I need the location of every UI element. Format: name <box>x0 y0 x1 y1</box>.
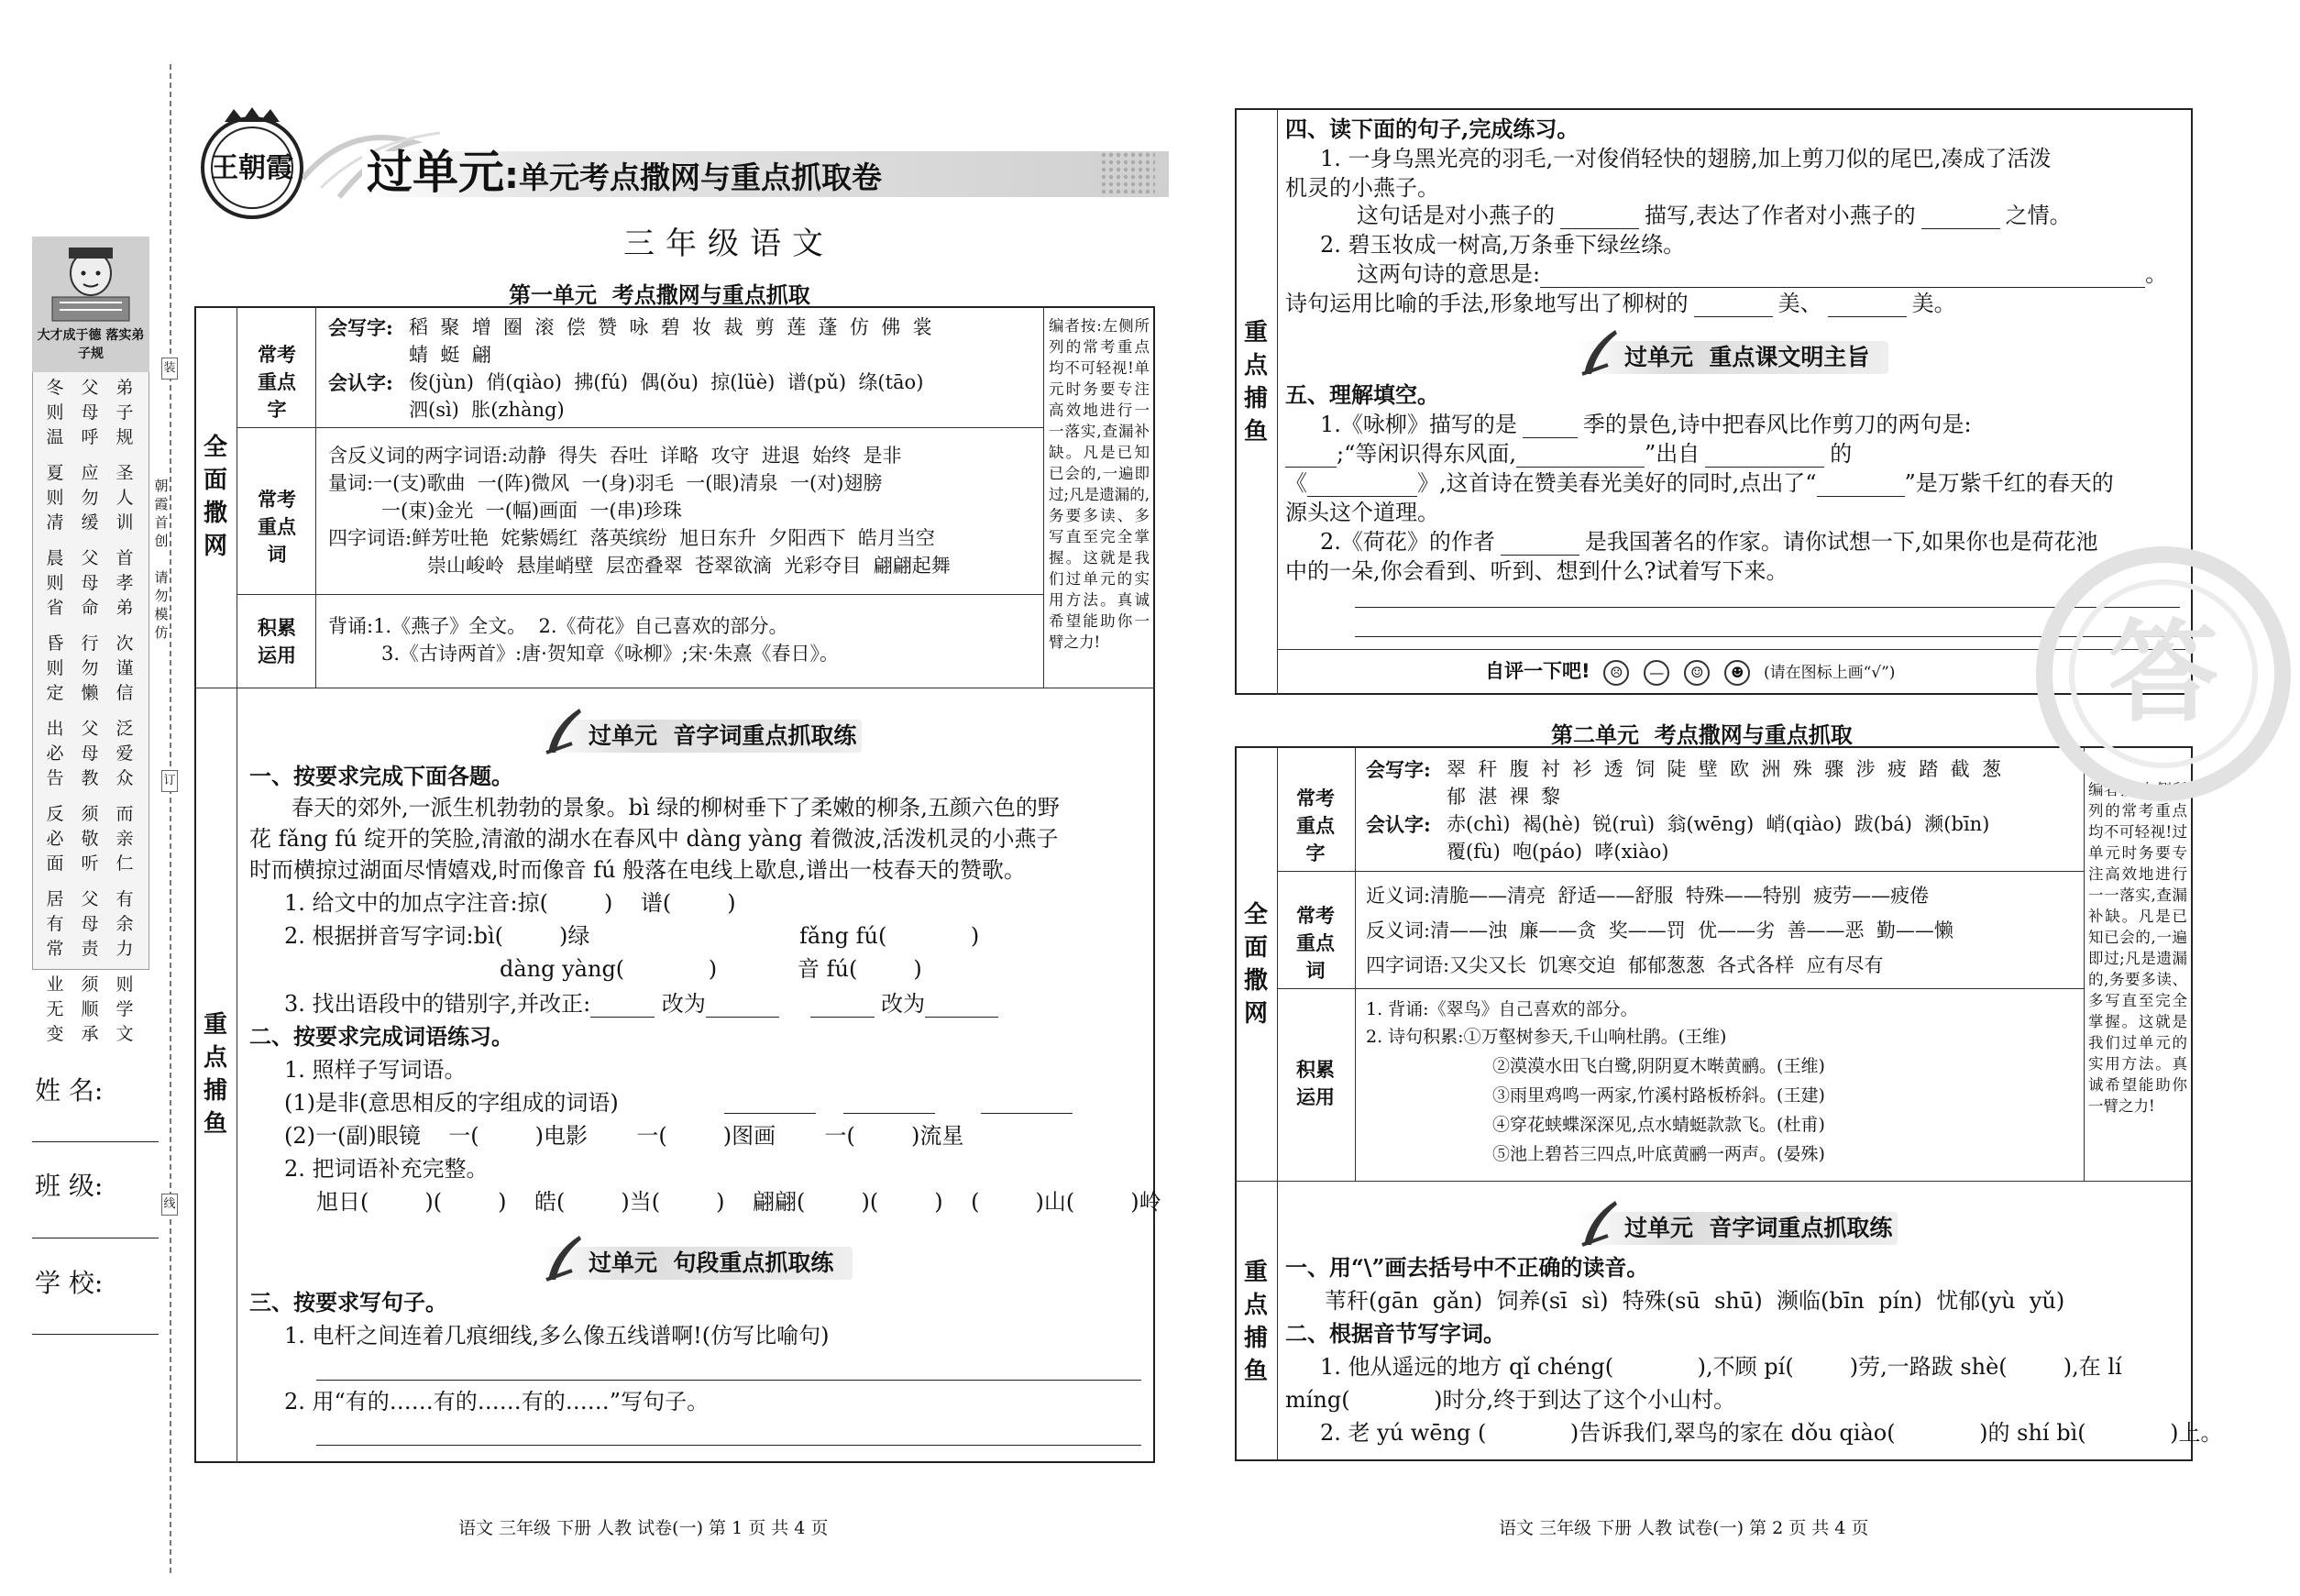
rule-phrase: 父 母 责 <box>81 889 99 959</box>
sub-question: 这两句诗的意思是: 。 <box>1357 261 2168 287</box>
sub-question: 2. 老 yú wēng ( )告诉我们,翠鸟的家在 dǒu qiào( )的 shí bì( )上。 <box>1320 1420 2223 1446</box>
sub-question: 《 》,这首诗在赞美春光美好的同时,点出了“ ”是万紫千红的春天的 <box>1285 470 2114 496</box>
row-label: 常考重点词 <box>1296 904 1335 982</box>
sub-question: 音 fú( ) <box>798 956 922 982</box>
recite-items: 背诵:1.《燕子》全文。 2.《荷花》自己喜欢的部分。 <box>328 615 788 637</box>
read-chars: 赤(chì) 褐(hè) 锐(ruì) 翁(wēng) 峭(qiào) 跋(bá) 濒(bīn) <box>1447 813 1990 835</box>
write-chars: 翠 秆 腹 衬 衫 透 饲 陡 壁 欧 洲 殊 骤 涉 疲 踏 截 葱 <box>1447 758 2001 780</box>
laugh-face-icon[interactable]: ☻ <box>1724 660 1750 686</box>
sub-question: 2.《荷花》的作者 是我国著名的作家。请你试想一下,如果你也是荷花池 <box>1320 529 2098 555</box>
page-footer: 语文 三年级 下册 人教 试卷(一) 第 2 页 共 4 页 <box>1499 1518 1869 1538</box>
sub-question: 2. 根据拼音写字词:bì( )绿 <box>284 923 590 949</box>
passage-line: 春天的郊外,一派生机勃勃的景象。bì 绿的柳树垂下了柔嫩的柳条,五颜六色的野 <box>292 795 1060 820</box>
field-label: 会认字: <box>328 371 393 394</box>
accumulation-item: ②漠漠水田飞白鹭,阴阴夏木啭黄鹂。(王维) <box>1492 1056 1825 1076</box>
sub-question: 中的一朵,你会看到、听到、想到什么?试着写下来。 <box>1285 558 1788 584</box>
write-chars: 蜻 蜓 翩 <box>409 344 491 366</box>
rule-phrase: 晨 则 省 <box>46 548 64 618</box>
sub-question: fǎng fú( ) <box>799 923 980 949</box>
answer-blank[interactable] <box>1540 287 2145 288</box>
rule-phrase: 泛 爱 众 <box>116 719 134 788</box>
title-dots <box>1100 151 1155 197</box>
answer-blank[interactable] <box>1516 467 1645 468</box>
question-title: 三、按要求写句子。 <box>249 1289 447 1315</box>
answer-blank[interactable] <box>981 1113 1073 1114</box>
rule-phrase: 冬 则 温 <box>46 378 64 447</box>
rule-phrase: 须 敬 听 <box>81 804 99 874</box>
rule-phrase: 业 无 变 <box>46 974 64 1044</box>
rule-phrase: 父 母 呼 <box>81 378 99 447</box>
rule-phrase: 弟 子 规 <box>116 378 134 447</box>
section-banner: 过单元 重点课文明主旨 <box>1577 341 1888 374</box>
page-footer: 语文 三年级 下册 人教 试卷(一) 第 1 页 共 4 页 <box>458 1518 829 1538</box>
write-chars: 稻 聚 增 圈 滚 偿 赞 咏 碧 妆 裁 剪 莲 蓬 仿 佛 裳 <box>409 316 932 338</box>
question-title: 二、根据音节写字词。 <box>1285 1320 1505 1347</box>
sub-question: (1)是非(意思相反的字组成的词语) <box>284 1090 619 1116</box>
answer-blank[interactable] <box>1705 467 1824 468</box>
answer-blank[interactable] <box>706 1017 779 1018</box>
sub-question: 诗句运用比喻的手法,形象地写出了柳树的 美、 美。 <box>1285 291 1956 316</box>
section-banner: 过单元 句段重点抓取练 <box>541 1247 853 1280</box>
sub-question: 1. 电杆之间连着几痕细线,多么像五线谱啊!(仿写比喻句) <box>284 1323 830 1348</box>
accumulation-item: ④穿花蛱蝶深深见,点水蜻蜓款款飞。(杜甫) <box>1492 1115 1825 1135</box>
field-label: 会认字: <box>1366 813 1431 836</box>
question-title: 四、读下面的句子,完成练习。 <box>1285 116 1579 142</box>
field-label: 会写字: <box>328 316 393 339</box>
sub-question: ;“等闲识得东风面, ”出自 的 <box>1285 440 1852 468</box>
sub-question: (2)一(副)眼镜 一( )电影 一( )图画 一( )流星 <box>284 1123 964 1149</box>
sub-question: 3. 找出语段中的错别字,并改正: 改为 改为 <box>284 990 998 1018</box>
sub-question: 旭日( )( ) 皓( )当( ) 翩翩( )( ) ( )山( )岭 <box>316 1189 1161 1215</box>
accumulation-item: ⑤池上碧苔三四点,叶底黄鹂一两声。(晏殊) <box>1492 1144 1825 1164</box>
answer-blank[interactable] <box>1560 228 1639 229</box>
rule-column <box>81 376 99 1058</box>
sub-question: 2. 用“有的……有的……有的……”写句子。 <box>284 1389 710 1414</box>
title-colon: : <box>504 155 519 197</box>
section-label: 重点捕鱼 <box>203 1011 227 1138</box>
main-title <box>367 147 882 206</box>
rules-text <box>37 376 145 1044</box>
answer-blank[interactable] <box>1921 228 2000 229</box>
brush-icon <box>1580 328 1619 376</box>
measure-words: 量词:一(支)歌曲 一(阵)微风 一(身)羽毛 一(眼)清泉 一(对)翅膀 <box>328 472 883 494</box>
rule-phrase: 须 顺 承 <box>81 974 99 1044</box>
writing-line[interactable] <box>316 1380 1141 1381</box>
rule-phrase: 夏 则 凊 <box>46 463 64 533</box>
binding-tab: 订 <box>161 770 178 792</box>
neutral-face-icon[interactable]: — <box>1644 660 1669 686</box>
answer-blank[interactable] <box>1694 316 1773 317</box>
answer-blank[interactable] <box>1501 555 1579 556</box>
sub-question: 2. 碧玉妆成一树高,万条垂下绿丝绦。 <box>1320 232 1686 258</box>
answer-blank[interactable] <box>843 1113 935 1114</box>
binding-tab: 装 <box>161 358 178 380</box>
accumulation-item: 2. 诗句积累:①万壑树参天,千山响杜鹃。(王维) <box>1366 1027 1727 1047</box>
rule-column <box>46 376 64 1058</box>
row-label: 常考重点字 <box>1296 787 1335 864</box>
row-label: 常考重点字 <box>258 343 296 421</box>
title-main: 过单元 <box>367 146 504 199</box>
watermark-stamp <box>2030 541 2296 807</box>
question-title: 一、按要求完成下面各题。 <box>249 763 513 789</box>
rule-phrase: 昏 则 定 <box>46 633 64 703</box>
sub-question: míng( )时分,终于到达了这个小山村。 <box>1285 1387 1736 1413</box>
rule-phrase: 次 谨 信 <box>116 633 134 703</box>
sub-question: 这句话是对小燕子的 描写,表达了作者对小燕子的 之情。 <box>1357 203 2072 228</box>
synonym-words: 近义词:清脆——清亮 舒适——舒服 特殊——特别 疲劳——疲倦 <box>1366 885 1930 907</box>
question-title: 一、用“\”画去括号中不正确的读音。 <box>1285 1254 1649 1281</box>
rule-phrase: 首 孝 弟 <box>116 548 134 618</box>
question-title: 二、按要求完成词语练习。 <box>249 1023 513 1050</box>
antonym-words: 含反义词的两字词语:动静 得失 吞吐 详略 攻守 进退 始终 是非 <box>328 445 902 467</box>
binding-line <box>170 64 171 1573</box>
school-label: 学 校: <box>35 1268 104 1298</box>
answer-blank[interactable] <box>1523 437 1578 438</box>
answer-blank[interactable] <box>1307 496 1417 497</box>
section-label: 全面撒网 <box>1243 901 1268 1028</box>
name-label: 姓 名: <box>35 1075 104 1106</box>
recite-items: 3.《古诗两首》:唐·贺知章《咏柳》;宋·朱熹《春日》。 <box>381 643 840 665</box>
passage-line: 时而横掠过湖面尽情嬉戏,时而像音 fú 般落在电线上歇息,谱出一枝春天的赞歌。 <box>249 857 1026 883</box>
idioms: 崇山峻岭 悬崖峭壁 层峦叠翠 苍翠欲滴 光彩夺目 翩翩起舞 <box>427 555 951 577</box>
sub-question: 源头这个道理。 <box>1285 500 1439 525</box>
sub-question: dàng yàng( ) <box>500 956 718 982</box>
svg-text:答: 答 <box>2108 608 2218 737</box>
answer-blank[interactable] <box>1828 316 1907 317</box>
editor-note: 编者按:左侧所列的常考重点均不可轻视!过单元时务要专注高效地进行一一落实,查漏补缺。凡是已知已会的,一遍即过;凡是遗漏的,务要多读、多写直至完全掌握。这就是我们过单元的实用方法。真诚希望能助你一臂之力! <box>2088 781 2187 1115</box>
row-label: 积累运用 <box>1296 1058 1335 1108</box>
smile-face-icon[interactable]: ☺ <box>1684 660 1710 686</box>
passage-line: 花 fǎng fú 绽开的笑脸,清澈的湖水在春风中 dàng yàng 着微波,活泼机灵的小燕子 <box>249 826 1059 852</box>
read-chars: 泗(sì) 胀(zhàng) <box>409 399 565 421</box>
sub-question: 1.《咏柳》描写的是 季的景色,诗中把春风比作剪刀的两句是: <box>1320 412 1972 437</box>
vertical-note: 朝霞首创 <box>154 478 169 549</box>
read-chars: 俊(jùn) 俏(qiào) 拂(fú) 偶(ǒu) 掠(lüè) 谱(pǔ) 绦(tāo) <box>409 371 924 393</box>
title-sub: 单元考点撒网与重点抓取卷 <box>519 160 882 195</box>
row-label: 常考重点词 <box>258 488 296 566</box>
answer-blank[interactable] <box>810 1017 875 1018</box>
answer-blank[interactable] <box>1817 496 1905 497</box>
rule-phrase: 圣 人 训 <box>116 463 134 533</box>
editor-note: 编者按:左侧所列的常考重点均不可轻视!单元时务要专注高效地进行一一落实,查漏补缺。凡是已知已会的,一遍即过;凡是遗漏的,务要多读、多写直至完全掌握。这就是我们过单元的实用方法。真诚希望能助你一臂之力! <box>1049 317 1150 651</box>
sub-question: 1. 他从遥远的地方 qǐ chéng( ),不顾 pí( )劳,一路跋 shè( ),在 lí <box>1320 1354 2122 1380</box>
section-banner: 过单元 音字词重点抓取练 <box>1577 1212 1898 1245</box>
answer-blank[interactable] <box>1285 467 1337 468</box>
rule-phrase: 反 必 面 <box>46 804 64 874</box>
writing-line[interactable] <box>316 1445 1141 1446</box>
sub-question: 苇秆(gān gǎn) 饲养(sī sì) 特殊(sū shū) 濒临(bīn pín) 忧郁(yù yǔ) <box>1325 1288 2065 1314</box>
sub-question: 1. 照样子写词语。 <box>284 1057 467 1083</box>
publisher-logo <box>193 105 312 225</box>
brush-icon <box>1580 1199 1619 1247</box>
binding-tab: 线 <box>161 1194 178 1216</box>
class-label: 班 级: <box>35 1171 104 1201</box>
unit2-heading: 第二单元 考点撒网与重点抓取 <box>1551 721 1853 748</box>
section-label: 重点捕鱼 <box>1243 319 1268 446</box>
accumulation-item: ③雨里鸡鸣一两家,竹溪村路板桥斜。(王建) <box>1492 1085 1825 1106</box>
answer-blank[interactable] <box>724 1113 816 1114</box>
rule-phrase: 居 有 常 <box>46 889 64 959</box>
section-label: 重点捕鱼 <box>1243 1259 1268 1385</box>
question-title: 五、理解填空。 <box>1285 381 1439 408</box>
rule-column <box>116 376 134 1058</box>
sub-question: 1. 给文中的加点字注音:掠( ) 谱( ) <box>284 890 736 916</box>
accumulation-item: 1. 背诵:《翠鸟》自己喜欢的部分。 <box>1366 999 1638 1019</box>
scholar-figure-icon <box>32 237 149 333</box>
idioms: 四字词语:鲜芳吐艳 姹紫嫣红 落英缤纷 旭日东升 夕阳西下 皓月当空 <box>328 527 935 549</box>
rule-phrase: 父 母 命 <box>81 548 99 618</box>
antonym-words: 反义词:清——浊 廉——贪 奖——罚 优——劣 善——恶 勤——懒 <box>1366 919 1953 941</box>
rule-phrase: 有 余 力 <box>116 889 134 959</box>
rule-phrase: 应 勿 缓 <box>81 463 99 533</box>
logo-text: 王朝霞 <box>211 152 293 184</box>
sad-face-icon[interactable]: ☹ <box>1603 660 1629 686</box>
subject-title: 三年级语文 <box>623 226 834 262</box>
idioms: 四字词语:又尖又长 饥寒交迫 郁郁葱葱 各式各样 应有尽有 <box>1366 954 1884 976</box>
school-field[interactable] <box>32 1334 159 1335</box>
rules-banner-header <box>32 237 149 372</box>
section-banner: 过单元 音字词重点抓取练 <box>541 720 862 753</box>
answer-blank[interactable] <box>925 1017 998 1018</box>
brush-icon <box>545 1234 583 1282</box>
rule-phrase: 行 勿 懒 <box>81 633 99 703</box>
rule-phrase: 则 学 文 <box>116 974 134 1044</box>
sub-question: 机灵的小燕子。 <box>1285 175 1439 201</box>
motto-text: 大才成于德 落实弟子规 <box>37 328 145 361</box>
brush-icon <box>545 707 583 754</box>
rule-phrase: 父 母 教 <box>81 719 99 788</box>
answer-blank[interactable] <box>590 1017 655 1018</box>
vertical-note: 请勿模仿 <box>154 569 169 641</box>
name-field[interactable] <box>32 1141 159 1142</box>
row-label: 积累运用 <box>258 616 296 666</box>
rule-phrase: 而 亲 仁 <box>116 804 134 874</box>
self-evaluation: 自评一下吧! ☹ — ☺ ☻ (请在图标上画“√”) <box>1485 656 1895 686</box>
unit1-heading: 第一单元 考点撒网与重点抓取 <box>509 281 810 308</box>
measure-words: 一(束)金光 一(幅)画面 一(串)珍珠 <box>381 500 682 522</box>
field-label: 会写字: <box>1366 758 1431 781</box>
write-chars: 郁 湛 裸 黎 <box>1447 786 1561 808</box>
sub-question: 2. 把词语补充完整。 <box>284 1156 489 1182</box>
section-label: 全面撒网 <box>203 434 227 560</box>
rule-phrase: 出 必 告 <box>46 719 64 788</box>
read-chars: 覆(fù) 咆(páo) 哮(xiào) <box>1447 841 1669 863</box>
sub-question: 1. 一身乌黑光亮的羽毛,一对俊俏轻快的翅膀,加上剪刀似的尾巴,凑成了活泼 <box>1320 146 2052 171</box>
